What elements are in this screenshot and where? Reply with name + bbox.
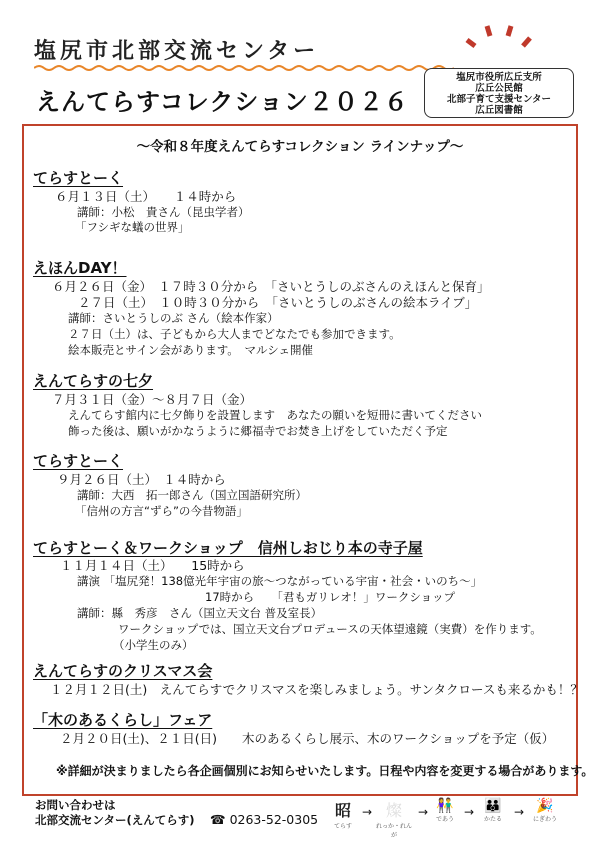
- event-title: てらすとーく: [33, 452, 124, 470]
- step-nigiwau: [526, 798, 564, 823]
- event-title: えんてらすのクリスマス会: [33, 662, 213, 680]
- event-line: 17時から 「君もガリレオ！」ワークショップ: [205, 590, 456, 604]
- arrow-icon: →: [418, 805, 429, 819]
- event-line: 講演 「塩尻発！138億光年宇宙の旅～つながっている宇宙・社会・いのち～」: [77, 574, 483, 588]
- phone-text: 0263-52-0305: [229, 812, 319, 827]
- wavy-divider: [34, 64, 454, 72]
- partner: 広丘図書館: [475, 105, 523, 116]
- lineup-heading: ～令和８年度えんてらすコレクション ラインナップ～: [136, 139, 464, 155]
- event-line: ７月３１日（金）～８月７日（金）: [52, 392, 253, 407]
- partner: 塩尻市役所広丘支所: [456, 72, 542, 83]
- event-title: えんてらすの七夕: [33, 372, 154, 390]
- partner-organizations: [424, 68, 574, 118]
- event-title: てらすとーく: [33, 169, 124, 187]
- partner: 北部子育て支援センター: [446, 94, 552, 105]
- event-title: えほんDAY！: [33, 259, 127, 277]
- phone-icon: ☎: [210, 812, 226, 827]
- brick-icon: 燦: [385, 801, 402, 820]
- step-rekka: [374, 798, 414, 839]
- step-terasu: [328, 798, 358, 830]
- event-line: １１月１４日（土） 15時から: [60, 558, 245, 573]
- organization-name: 塩尻市北部交流センター: [34, 39, 320, 64]
- event-title: 「木のあるくらし」フェア: [33, 711, 213, 729]
- event-line: 講師：さいとうしのぶ さん（絵本作家）: [68, 311, 279, 325]
- event-title: てらすとーく＆ワークショップ 信州しおじり本の寺子屋: [33, 539, 423, 557]
- arrow-icon: →: [362, 805, 373, 819]
- event-line: ２７日（土） １０時３０分から 「さいとうしのぶさんの絵本ライブ」: [78, 295, 478, 310]
- event-line: えんてらす館内に七夕飾りを設置します あなたの願いを短冊に書いてください: [68, 408, 482, 422]
- event-line: 講師：大西 拓一郎さん（国立国語研究所）: [77, 488, 307, 502]
- crowd-icon: 🎉: [536, 798, 554, 814]
- event-line: 「信州の方言“ずら”の今昔物語」: [75, 504, 248, 518]
- step-label: かたる: [483, 816, 502, 823]
- event-line: ２月２０日(土)、２１日(日) 木のあるくらし展示、木のワークショップを予定（仮）: [60, 731, 555, 746]
- event-line: 講師：縣 秀彦 さん（国立天文台 普及室長）: [77, 606, 323, 620]
- sunburst-rays-icon: [462, 18, 542, 58]
- step-label: にぎわう: [532, 816, 557, 823]
- terasu-icon: 昭: [334, 801, 351, 820]
- event-line: ６月２６日（金） １７時３０分から 「さいとうしのぶさんのえほんと保育」: [52, 279, 490, 294]
- event-line: （小学生のみ）: [113, 638, 194, 652]
- disclaimer-note: ※詳細が決まりましたら各企画個別にお知らせいたします。日程や内容を変更する場合があります。: [56, 764, 594, 778]
- event-line: 絵本販売とサイン会があります。 マルシェ開催: [68, 343, 314, 357]
- contact-name: 北部交流センター(えんてらす): [35, 813, 195, 827]
- event-line: ６月１３日（土） １４時から: [55, 189, 237, 204]
- event-line: ワークショップでは、国立天文台プロデュースの天体望遠鏡（実費）を作ります。: [118, 622, 542, 636]
- step-label: れっか・れんが: [375, 823, 412, 839]
- page-title: えんてらすコレクション２０２６: [36, 88, 409, 116]
- contact-label: お問い合わせは: [35, 798, 116, 812]
- event-line: ２７日（土）は、子どもから大人までどなたでも参加できます。: [68, 327, 401, 341]
- event-line: １２月１２日(土) えんてらすでクリスマスを楽しみましょう。サンタクロースも来るかも！？: [50, 682, 583, 697]
- step-kataru: [476, 798, 510, 823]
- step-label: てらす: [333, 823, 352, 830]
- event-line: 講師：小松 貴さん（昆虫学者）: [77, 205, 250, 219]
- event-line: 「フシギな蟻の世界」: [75, 220, 190, 234]
- step-label: であう: [435, 816, 454, 823]
- partner: 広丘公民館: [475, 83, 523, 94]
- people-talk-icon: 👪: [484, 798, 502, 814]
- arrow-icon: →: [514, 805, 525, 819]
- step-deau: [430, 798, 460, 823]
- event-line: ９月２６日（土） １４時から: [57, 472, 226, 487]
- people-meet-icon: 👫: [436, 798, 454, 814]
- phone-number: [210, 812, 318, 827]
- event-line: 飾った後は、願いがかなうように郷福寺でお焚き上げをしていただく予定: [68, 424, 448, 438]
- arrow-icon: →: [464, 805, 475, 819]
